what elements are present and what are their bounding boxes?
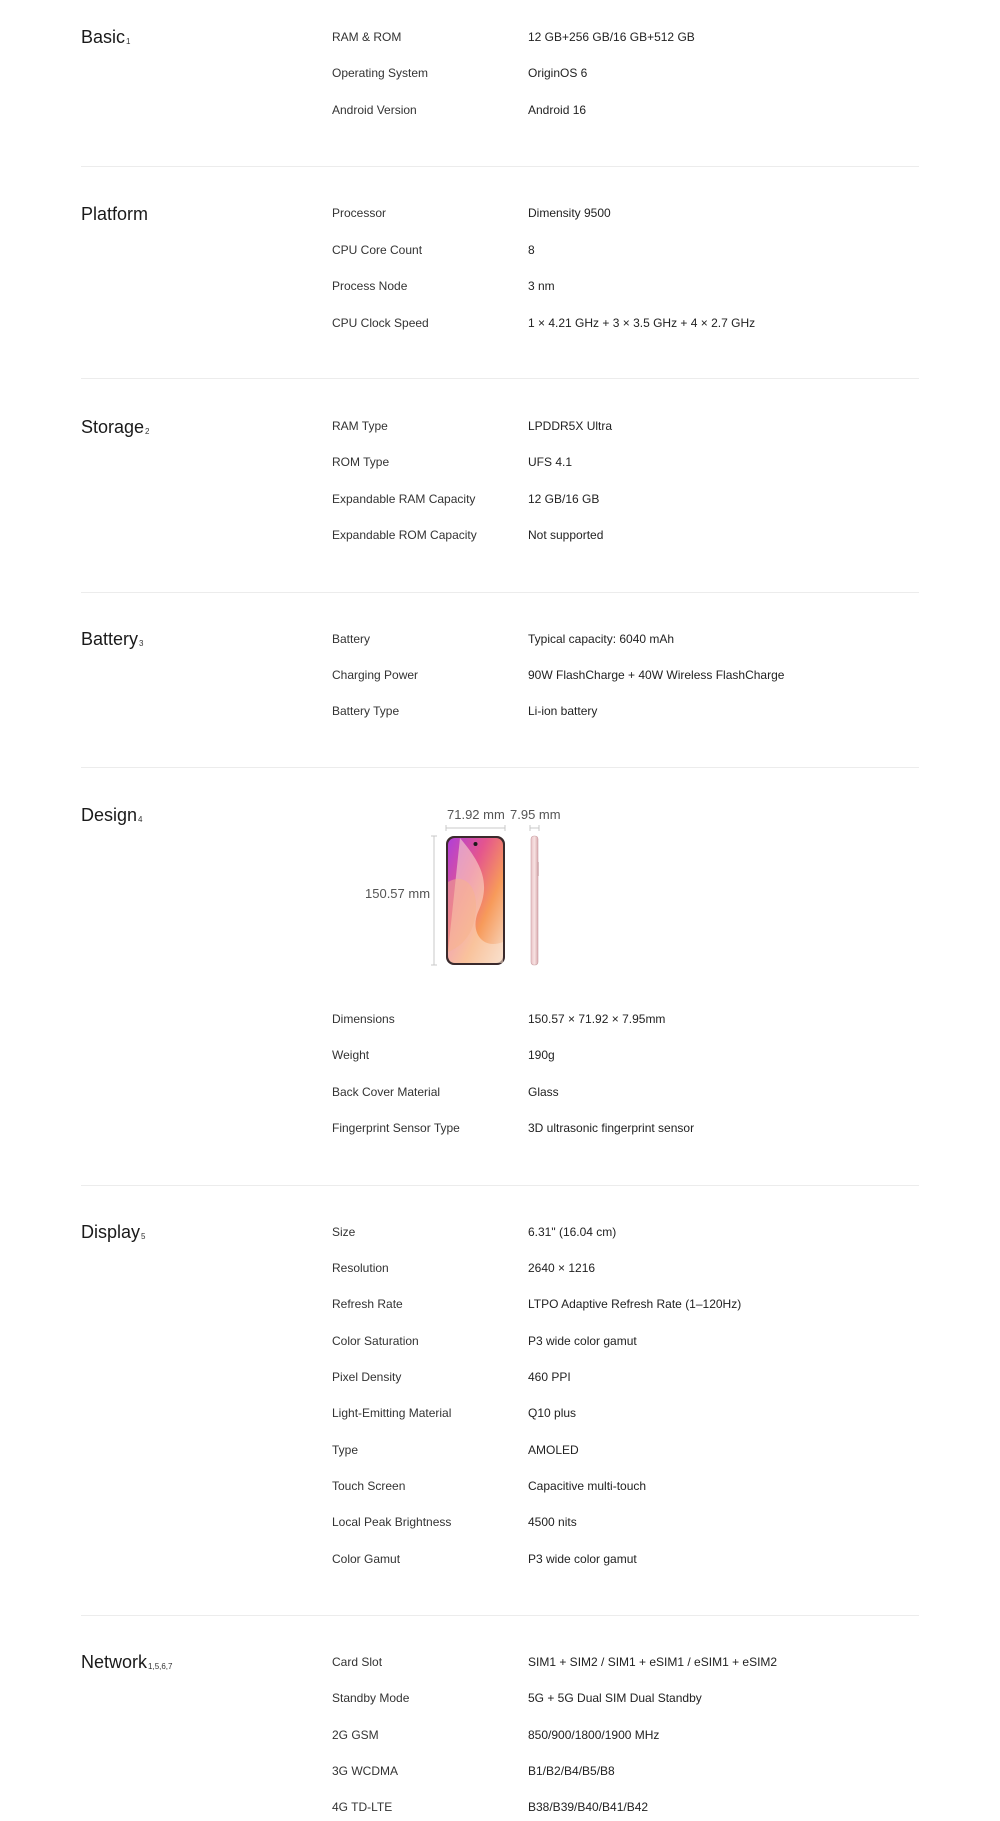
spec-value: B1/B2/B4/B5/B8	[528, 1764, 615, 1778]
spec-row	[0, 276, 1000, 296]
spec-label: CPU Clock Speed	[332, 316, 429, 330]
spec-label: 2G GSM	[332, 1728, 379, 1742]
spec-label: ROM Type	[332, 455, 390, 469]
section-divider	[81, 592, 919, 593]
spec-label: Weight	[332, 1048, 370, 1062]
spec-row	[0, 1725, 1000, 1745]
phone-front-illustration	[446, 836, 505, 965]
spec-label: Expandable ROM Capacity	[332, 528, 477, 542]
spec-value: Dimensity 9500	[528, 206, 611, 220]
spec-label: Size	[332, 1225, 356, 1239]
footnote-marker: 1,5,6,7	[148, 1662, 173, 1671]
spec-label: 3G WCDMA	[332, 1764, 398, 1778]
footnote-marker: 4	[138, 815, 143, 824]
spec-value: 2640 × 1216	[528, 1261, 596, 1275]
spec-value: Android 16	[528, 103, 587, 117]
depth-dimension-label: 7.95 mm	[510, 807, 561, 822]
phone-side-illustration	[531, 836, 539, 965]
spec-row	[0, 1761, 1000, 1781]
spec-row	[0, 240, 1000, 260]
spec-row	[0, 1797, 1000, 1817]
spec-row	[0, 63, 1000, 83]
section-title-text: Storage	[81, 417, 145, 437]
spec-row	[0, 1009, 1000, 1029]
height-dimension-label: 150.57 mm	[365, 886, 431, 901]
spec-value: UFS 4.1	[528, 455, 573, 469]
spec-label: Standby Mode	[332, 1691, 410, 1705]
spec-row	[0, 665, 1000, 685]
spec-value: SIM1 + SIM2 / SIM1 + eSIM1 / eSIM1 + eSIM2	[528, 1655, 778, 1669]
spec-label: Operating System	[332, 66, 429, 80]
spec-value: OriginOS 6	[528, 66, 588, 80]
spec-label: RAM Type	[332, 419, 388, 433]
section-divider	[81, 767, 919, 768]
spec-row	[0, 1222, 1000, 1242]
spec-row	[0, 416, 1000, 436]
spec-value: LTPO Adaptive Refresh Rate (1–120Hz)	[528, 1297, 742, 1311]
spec-row	[0, 27, 1000, 47]
spec-value: Glass	[528, 1085, 559, 1099]
spec-label: Refresh Rate	[332, 1297, 403, 1311]
spec-row	[0, 1258, 1000, 1278]
footnote-marker: 3	[139, 639, 144, 648]
spec-row	[0, 1045, 1000, 1065]
spec-value: B38/B39/B40/B41/B42	[528, 1800, 649, 1814]
spec-value: 3D ultrasonic fingerprint sensor	[528, 1121, 695, 1135]
section-divider	[81, 1615, 919, 1616]
spec-row	[0, 489, 1000, 509]
spec-value: P3 wide color gamut	[528, 1334, 637, 1348]
spec-row	[0, 203, 1000, 223]
spec-value: 1 × 4.21 GHz + 3 × 3.5 GHz + 4 × 2.7 GHz	[528, 316, 756, 330]
spec-row	[0, 1512, 1000, 1532]
spec-row	[0, 525, 1000, 545]
spec-value: Q10 plus	[528, 1406, 577, 1420]
spec-value: Typical capacity: 6040 mAh	[528, 632, 675, 646]
spec-row	[0, 1476, 1000, 1496]
spec-value: 12 GB/16 GB	[528, 492, 600, 506]
spec-label: Dimensions	[332, 1012, 395, 1026]
section-title-text: Display	[81, 1222, 141, 1242]
spec-label: Expandable RAM Capacity	[332, 492, 476, 506]
spec-row	[0, 1367, 1000, 1387]
spec-label: RAM & ROM	[332, 30, 402, 44]
spec-label: Processor	[332, 206, 387, 220]
spec-row	[0, 313, 1000, 333]
spec-label: Charging Power	[332, 668, 419, 682]
spec-label: Pixel Density	[332, 1370, 402, 1384]
phone-dimension-diagram	[420, 822, 550, 970]
spec-value: P3 wide color gamut	[528, 1552, 637, 1566]
section-title-text: Platform	[81, 204, 149, 224]
spec-row	[0, 1440, 1000, 1460]
spec-label: Type	[332, 1443, 359, 1457]
spec-label: 4G TD-LTE	[332, 1800, 393, 1814]
spec-row	[0, 629, 1000, 649]
spec-label: Card Slot	[332, 1655, 383, 1669]
spec-row	[0, 1082, 1000, 1102]
spec-row	[0, 1403, 1000, 1423]
spec-value: Not supported	[528, 528, 604, 542]
spec-value: 850/900/1800/1900 MHz	[528, 1728, 660, 1742]
depth-measure-line	[530, 825, 539, 831]
spec-row	[0, 1118, 1000, 1138]
spec-value: 5G + 5G Dual SIM Dual Standby	[528, 1691, 702, 1705]
spec-value: 460 PPI	[528, 1370, 571, 1384]
spec-row	[0, 1294, 1000, 1314]
section-title-text: Basic	[81, 27, 126, 47]
footnote-marker: 1	[126, 37, 131, 46]
section-divider	[81, 378, 919, 379]
section-divider	[81, 1185, 919, 1186]
spec-row	[0, 701, 1000, 721]
spec-value: 6.31" (16.04 cm)	[528, 1225, 617, 1239]
spec-value: LPDDR5X Ultra	[528, 419, 613, 433]
section-title-design	[81, 804, 142, 826]
spec-value: 4500 nits	[528, 1515, 577, 1529]
spec-label: Local Peak Brightness	[332, 1515, 452, 1529]
spec-label: Color Saturation	[332, 1334, 419, 1348]
spec-row	[0, 1549, 1000, 1569]
spec-label: Touch Screen	[332, 1479, 406, 1493]
section-title-text: Battery	[81, 629, 139, 649]
spec-value: 12 GB+256 GB/16 GB+512 GB	[528, 30, 695, 44]
section-title-text: Design	[81, 805, 138, 825]
spec-value: 90W FlashCharge + 40W Wireless FlashCharge	[528, 668, 785, 682]
footnote-marker: 2	[145, 427, 150, 436]
spec-row	[0, 1652, 1000, 1672]
spec-row	[0, 1688, 1000, 1708]
spec-value: AMOLED	[528, 1443, 579, 1457]
height-measure-line	[431, 836, 437, 965]
spec-label: Resolution	[332, 1261, 389, 1275]
spec-label: Battery Type	[332, 704, 400, 718]
spec-value: Li-ion battery	[528, 704, 598, 718]
spec-label: Back Cover Material	[332, 1085, 441, 1099]
spec-value: 3 nm	[528, 279, 555, 293]
spec-label: Light-Emitting Material	[332, 1406, 452, 1420]
section-title-text: Network	[81, 1652, 148, 1672]
spec-row	[0, 452, 1000, 472]
spec-row	[0, 1331, 1000, 1351]
spec-label: CPU Core Count	[332, 243, 423, 257]
spec-value: 8	[528, 243, 535, 257]
spec-value: 190g	[528, 1048, 555, 1062]
spec-label: Process Node	[332, 279, 408, 293]
section-divider	[81, 166, 919, 167]
width-measure-line	[446, 825, 505, 831]
spec-row	[0, 100, 1000, 120]
footnote-marker: 5	[141, 1232, 146, 1241]
spec-label: Fingerprint Sensor Type	[332, 1121, 460, 1135]
width-dimension-label: 71.92 mm	[447, 807, 505, 822]
spec-label: Battery	[332, 632, 371, 646]
spec-label: Android Version	[332, 103, 417, 117]
spec-label: Color Gamut	[332, 1552, 401, 1566]
spec-value: 150.57 × 71.92 × 7.95mm	[528, 1012, 666, 1026]
spec-value: Capacitive multi-touch	[528, 1479, 647, 1493]
